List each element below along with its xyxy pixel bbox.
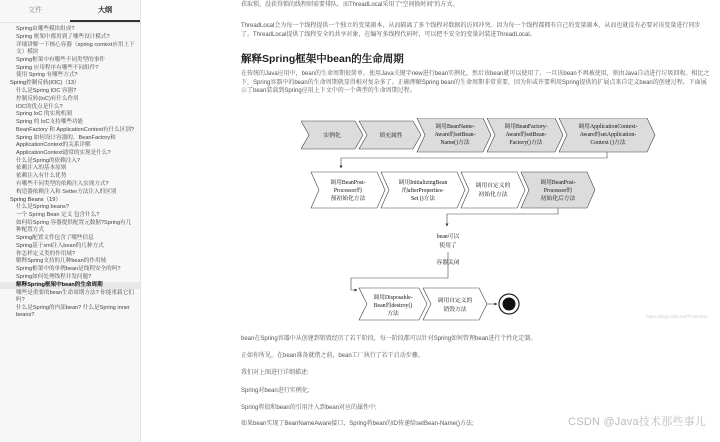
diagram-step-label: Name()方法 <box>440 140 470 146</box>
outline-item[interactable]: 解释Spring支持的几种bean的作用域 <box>16 258 107 265</box>
outline-item[interactable]: Spring 应用程序有哪些不同组件? <box>16 64 99 71</box>
bean-lifecycle-diagram <box>301 118 661 330</box>
diagram-step-box <box>461 172 525 208</box>
outline-item[interactable]: Spring框架中的单例bean是线程安全的吗? <box>16 266 121 273</box>
diagram-step-label: Processor的 <box>333 188 363 194</box>
diagram-step-label: Aware的setApplication- <box>579 132 637 138</box>
outline-section[interactable]: Spring控制反转(IOC)（13） <box>10 80 80 87</box>
paragraph: 如果bean实现了BeanNameAware接口，Spring将bean的ID传递给setBean-Name()方法; <box>241 421 474 427</box>
outline-item[interactable]: ApplicationContext通常的实现是什么? <box>16 149 111 156</box>
diagram-step-label: 填充属性 <box>379 133 403 139</box>
outline-item[interactable]: 控制反转(IoC)有什么作用 <box>16 95 79 102</box>
paragraph: 正如你所见，在bean准备就绪之前，bean工厂执行了若干启动步骤。 <box>241 353 424 359</box>
paragraph: Spring将值和bean的引用注入到bean对应的属性中; <box>241 405 377 411</box>
diagram-step-label: Bean的destroy() <box>373 303 413 309</box>
diagram-step-label: Processor的 <box>543 188 573 194</box>
outline-section[interactable]: Spring Beans（19） <box>10 196 61 203</box>
diagram-step-label: Aware的setBean- <box>434 132 476 138</box>
outline-item[interactable]: 什么是Spring beans? <box>16 204 69 211</box>
diagram-ready-label: 使用了 <box>439 243 457 249</box>
outline-item[interactable]: Spring 如何设计容器的，BeanFactory和ApplicationContext的关系详解 <box>16 134 116 149</box>
diagram-end-state-inner <box>503 298 516 311</box>
outline-item[interactable]: 依赖注入有什么优势 <box>16 173 67 180</box>
diagram-step-label: 初始化后方法 <box>540 196 576 202</box>
diagram-step-label: 调用Disposable- <box>373 295 413 301</box>
outline-item[interactable]: 什么是Spring的内部bean? 什么是Spring inner beans? <box>16 304 130 318</box>
paragraph: bean在Spring容器中从创建到销毁经历了若干阶段，每一阶段都可以针对Spring如何管理bean进行个性化定制。 <box>241 336 537 342</box>
outline-item[interactable]: 构造器依赖注入和 Setter方法注入的区别 <box>16 188 117 195</box>
outline-item[interactable]: Spring 的 IoC支持哪些功能 <box>16 119 84 126</box>
outline-item[interactable]: 一个 Spring Bean 定义 包含什么? <box>16 212 100 219</box>
outline-item[interactable]: Spring配置文件包含了哪些信息 <box>16 235 94 242</box>
outline-item[interactable]: Spring框架中有哪些不同类型的事件 <box>16 56 105 63</box>
outline-item[interactable]: Spring如何处理线程并发问题? <box>16 274 92 281</box>
paragraph: 获取锁，没获得锁的线程则需要排队。而ThreadLocal采用了“空间换时间”的方式。 <box>241 2 459 8</box>
diagram-ready-label: bean可以 <box>436 234 460 240</box>
diagram-connector <box>341 152 607 168</box>
section-heading: 解释Spring框架中bean的生命周期 <box>241 53 404 65</box>
outline-item[interactable]: 详细讲解一下核心容器（spring context应用上下文）模块 <box>16 41 135 56</box>
tab-files[interactable]: 文件 <box>28 7 42 14</box>
diagram-step-label: 调用自定义的 <box>437 298 473 304</box>
tab-outline[interactable]: 大纲 <box>70 0 140 22</box>
diagram-container-close: 容器关闭 <box>436 260 460 266</box>
outline-item[interactable]: 使用 Spring 有哪些方式? <box>16 72 78 79</box>
outline-list <box>0 23 140 319</box>
diagram-step-label: Context ()方法 <box>590 140 626 146</box>
diagram-step-label: 调用InitializingBean <box>398 180 448 186</box>
diagram-step-label: Aware的setBean- <box>505 132 547 138</box>
diagram-watermark: https://blog.csdn.net/ThinkWon <box>646 314 708 319</box>
diagram-step-label: 的afterProperties- <box>402 188 444 194</box>
diagram-step-label: 调用BeanPost- <box>330 180 366 186</box>
outline-item[interactable]: 什么是Spring的依赖注入? <box>16 157 81 164</box>
diagram-step-label: Factory()方法 <box>509 140 543 146</box>
diagram-step-label: 调用BeanFactory- <box>504 124 548 130</box>
outline-item[interactable]: 什么是Spring IOC 容器? <box>16 88 77 95</box>
outline-item[interactable]: Spring IoC 的实现机制 <box>16 111 72 118</box>
outline-item[interactable]: 依赖注入的基本原则 <box>16 165 67 172</box>
diagram-step-label: 销毁方法 <box>443 307 467 313</box>
diagram-step-label: 方法 <box>387 311 399 317</box>
paragraph: 在传统的Java应用中，bean的生命周期很简单。使用Java关键字new进行bean实例化，然后该bean就可以使用了。一旦该bean不再被使用，则由Java自动进行垃圾回收。相比之下，Spring容器中的bean的生命周期就显得相对复杂多了。正确理解Spring bean的生命周期非常重要，因为你或许要利用Spring提供的扩展点来自定义bean的创建过程。下面展示了bean装载到Spring应用上下文中的一个典型的生命周期过程。 <box>241 71 710 95</box>
diagram-connector <box>447 208 558 226</box>
diagram-step-label: 初始化方法 <box>478 192 508 198</box>
document-content <box>141 0 720 442</box>
sidebar-tabs <box>0 0 140 23</box>
outline-item[interactable]: 解释Spring框架中bean的生命周期 <box>0 282 140 290</box>
paragraph: ThreadLocal会为每一个线程提供一个独立的变量副本，从而隔离了多个线程对数据的访问冲突。因为每一个线程都拥有自己的变量副本，从而也就没有必要对该变量进行同步了。ThreadLocal提供了线程安全的共享对象，在编写多线程代码时，可以把不安全的变量封装进ThreadLocal。 <box>241 23 701 38</box>
diagram-step-label: 调用自定义的 <box>475 183 511 189</box>
diagram-step-label: 实例化 <box>323 133 341 139</box>
outline-sidebar <box>0 0 141 442</box>
outline-item[interactable]: IOC的优点是什么? <box>16 103 63 110</box>
csdn-watermark: CSDN @Java技术那些事儿 <box>568 416 706 428</box>
diagram-step-label: 调用BeanName- <box>435 124 475 130</box>
outline-item[interactable]: BeanFactory 和 ApplicationContext有什么区别? <box>16 127 135 134</box>
outline-item[interactable]: Spring基于xml注入bean的几种方式 <box>16 242 104 249</box>
outline-item[interactable]: 如何给Spring 容器提供配置元数据?Spring有几种配置方式 <box>16 220 132 234</box>
diagram-step-label: 预初始化方法 <box>330 196 366 202</box>
diagram-step-label: Set ()方法 <box>410 196 436 202</box>
diagram-step-label: 调用BeanPost- <box>540 180 576 186</box>
paragraph: 我们对上图进行详细描述: <box>241 370 309 376</box>
outline-item[interactable]: 有哪些不同类型的依赖注入实现方式? <box>16 181 109 188</box>
outline-item[interactable]: Spring 框架中都用到了哪些设计模式? <box>16 34 110 41</box>
diagram-step-label: 调用ApplicationContext- <box>578 124 638 130</box>
outline-item[interactable]: 你怎样定义类的作用域? <box>16 250 76 257</box>
outline-item[interactable]: 哪些是重要的bean生命周期方法? 你能重载它们吗? <box>16 289 134 303</box>
diagram-connector <box>351 268 448 290</box>
paragraph: Spring对bean进行实例化; <box>241 388 310 394</box>
outline-item[interactable]: Spring由哪些模块组成? <box>16 26 75 33</box>
diagram-step-box <box>423 288 487 320</box>
